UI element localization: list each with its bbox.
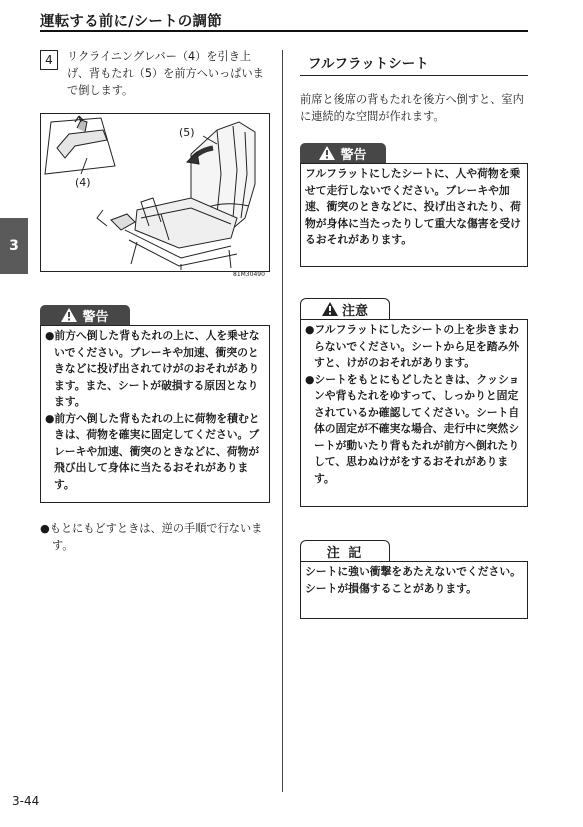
header-rule (40, 30, 528, 32)
notice-text: シートに強い衝撃をあたえないでください。シートが損傷することがあります。 (305, 565, 521, 595)
warning-item: ●前方へ倒した背もたれの上に、人を乗せないでください。ブレーキや加速、衝突のときなどに投げ出されてけがのおそれがあります。また、シートが破損する原因となります。 (45, 329, 260, 408)
restore-note: ●もとにもどすときは、逆の手順で行ないます。 (40, 522, 263, 552)
chapter-tab: 3 (0, 218, 28, 274)
caution-tab (300, 298, 390, 319)
seat-drawing (41, 114, 269, 271)
seat-illustration (40, 113, 270, 272)
warning-label: 警告 (82, 309, 109, 325)
column-divider (282, 50, 283, 792)
notice-box (300, 561, 528, 619)
warning-triangle-icon (61, 308, 77, 322)
notice-tab (300, 540, 390, 561)
notice-label: 注 記 (326, 545, 364, 561)
warning-box-right (300, 163, 528, 267)
section-title: フルフラットシート (300, 52, 528, 76)
warning-triangle-icon (319, 146, 335, 160)
warning-tab-right (300, 143, 386, 163)
warning-tab-left (40, 305, 130, 325)
warning-box-left (40, 325, 270, 503)
warning-item: ●前方へ倒した背もたれの上に荷物を積むときは、荷物を確実に固定してください。ブレーキや加速、衝突のときなどに、荷物が飛び出して身体に当たるおそれがあります。 (45, 411, 260, 491)
label-4: (4) (75, 176, 91, 189)
caution-item: ●フルフラットにしたシートの上を歩きまわらないでください。シートから足を踏み外すと、けがのおそれがあります。 (305, 323, 520, 369)
caution-label: 注意 (341, 303, 368, 319)
warning-triangle-icon (322, 302, 338, 316)
caution-item: ●シートをもとにもどしたときは、クッションや背もたれをゆすって、しっかりと固定されているか確認してください。シート自体の固定が不確実な場合、走行中に突然シートが動いたり背もたれが前方へ倒れたりして、思わぬけがをするおそれがあります。 (305, 372, 520, 485)
warning-text: フルフラットにしたシートに、人や荷物を乗せて走行しないでください。ブレーキや加速、衝突のときなどに、投げ出されたり、荷物が身体に当たったりして重大な傷害を受けるおそれがあります。 (305, 167, 521, 246)
page-number: 3-44 (12, 794, 40, 808)
label-5: (5) (179, 126, 195, 139)
step-text: リクライニングレバー（4）を引き上げ、背もたれ（5）を前方へいっぱいまで倒します。 (67, 50, 264, 97)
page-header-title: 運転する前に/シートの調節 (40, 14, 222, 30)
step-number: 4 (40, 50, 58, 70)
figure-code: 81M30490 (233, 271, 265, 278)
warning-label: 警告 (340, 147, 367, 163)
section-body: 前席と後席の背もたれを後方へ倒すと、室内に連続的な空間が作れます。 (300, 93, 524, 123)
caution-box (300, 319, 528, 507)
